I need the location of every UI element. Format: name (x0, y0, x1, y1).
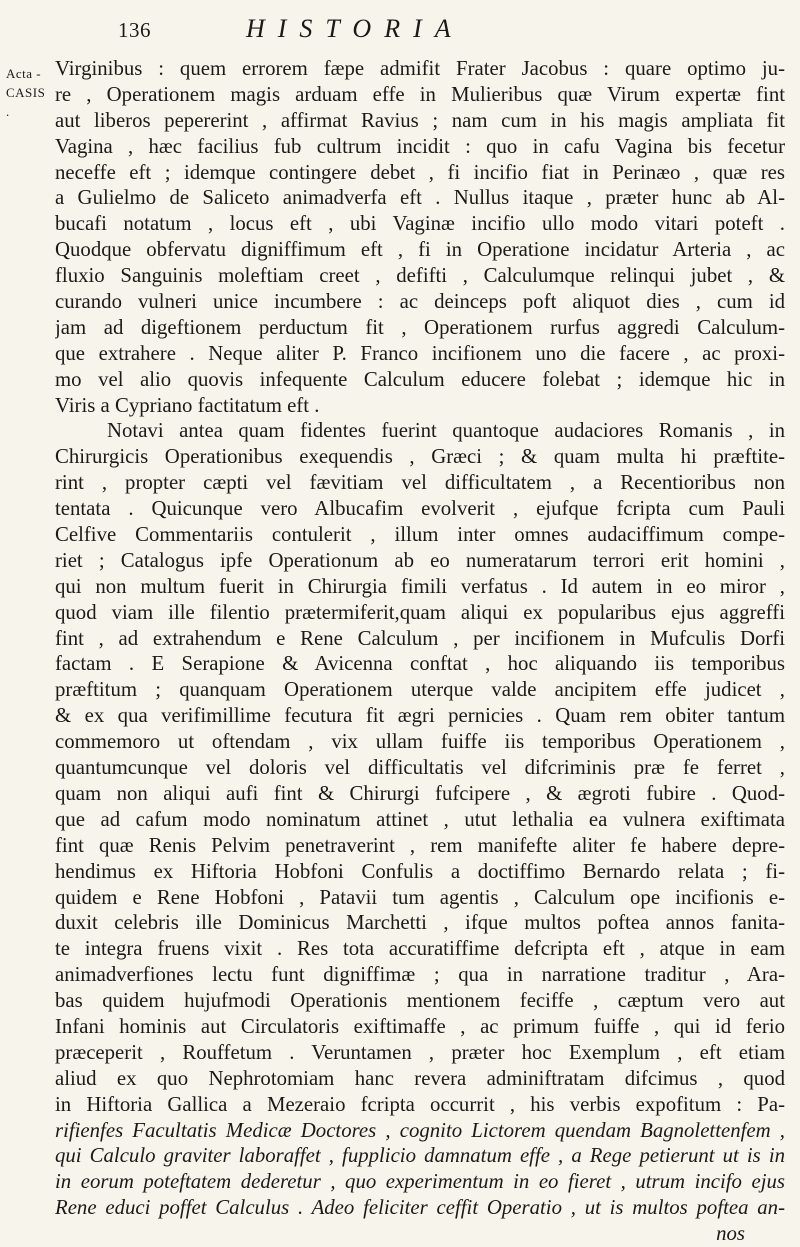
text-line-italic: nos (716, 1222, 745, 1246)
text-line: bas quidem hujufmodi Operationis mentionem feciffe , cæptum vero aut (55, 989, 785, 1013)
text-line: re , Operationem magis arduam effe in Mulieribus quæ Virum expertæ fint (55, 82, 785, 106)
text-line-italic: Rene educi poffet Calculus . Adeo feliciter ceffit Operatio , ut is multos poftea an- (55, 1196, 785, 1220)
text-line: aliud ex quo Nephrotomiam hanc revera adminiftratam difcimus , quod (55, 1066, 785, 1090)
text-line: quantumcunque vel doloris vel difficultatis vel difcriminis præ fe ferret , (55, 756, 785, 780)
text-line: quam non aliqui aufi fint & Chirurgi fufcipere , & ægroti fubire . Quod- (55, 781, 785, 805)
margin-note (6, 64, 46, 121)
text-line: factam . E Serapione & Avicenna conftat , hoc aliquando iis temporibus (55, 652, 785, 676)
text-line: jam ad digeftionem perductum fit , Operationem rurfus aggredi Calculum- (55, 315, 785, 339)
text-line: in Hiftoria Gallica a Mezeraio fcripta occurrit , his verbis expofitum : Pa- (55, 1092, 785, 1116)
text-line: neceffe eft ; idemque contingere debet , fi incifio fiat in Perinæo , quæ res (55, 160, 785, 184)
text-line: qui non multum fuerit in Chirurgia fimili verfatus . Id autem in eo miror , (55, 574, 785, 598)
text-line: Viris a Cypriano factitatum eft . (55, 393, 320, 417)
text-line: mo vel alio quovis infequente Calculum educere folebat ; idemque hic in (55, 367, 785, 391)
text-line: te integra fruens vixit . Res tota accuratiffime defcripta eft , atque in eam (55, 937, 785, 961)
text-line: rint , propter cæpti vel fævitiam vel difficultatem , a Recentioribus non (55, 471, 785, 495)
text-line: tentata . Quicunque vero Albucafim evolverit , ejufque fcripta cum Pauli (55, 497, 785, 521)
text-line: animadverfiones lectu funt digniffimæ ; qua in narratione traditur , Ara- (55, 963, 785, 987)
text-line: fint , ad extrahendum e Rene Calculum , per incifionem in Mufculis Dorfi (55, 626, 785, 650)
text-line: duxit celebris ille Dominicus Marchetti , ifque multos poftea annos fanita- (55, 911, 785, 935)
text-line: que ad cafum modo nominatum attinet , utut lethalia ea vulnera exiftimata (55, 807, 785, 831)
text-line: fluxio Sanguinis moleftiam creet , defifti , Calculumque relinqui jubet , & (55, 264, 785, 288)
text-line: quidem e Rene Hobfoni , Patavii tum agentis , Calculum ope incifionis e- (55, 885, 785, 909)
text-line: curando vulneri unice incumbere : ac deinceps poft aliquot dies , cum id (55, 290, 785, 314)
page-header (0, 14, 800, 50)
text-line: Vagina , hæc facilius fub cultrum incidit : quo in cafu Vagina bis fecetur (55, 134, 785, 158)
text-line-italic: in eorum poteftatem dederetur , quo experimentum in eo fieret , utrum incifo ejus (55, 1170, 785, 1194)
running-title: HISTORIA (246, 14, 464, 43)
text-line: riet ; Catalogus ipfe Operationum ab eo numeratarum terrori erit homini , (55, 548, 785, 572)
text-line: Chirurgicis Operationibus exequendis , Græci ; & quam multa hi præftite- (55, 445, 785, 469)
text-line: Notavi antea quam fidentes fuerint quantoque audaciores Romanis , in (107, 419, 785, 443)
text-line: hendimus ex Hiftoria Hobfoni Confulis a doctiffimo Bernardo relata ; fi- (55, 859, 785, 883)
margin-note-line: CASIS . (6, 85, 46, 119)
text-line: a Gulielmo de Saliceto animadverfa eft . Nullus itaque , præter hunc ab Al- (55, 186, 785, 210)
text-line: commemoro ut oftendam , vix ullam fuiffe iis temporibus Operationem , (55, 730, 785, 754)
text-line: Virginibus : quem errorem fæpe admifit Frater Jacobus : quare optimo ju- (55, 57, 785, 80)
text-line: fint quæ Renis Pelvim penetraverint , rem manifefte aliter fe habere depre- (55, 833, 785, 857)
text-line-italic: rifienfes Facultatis Medicæ Doctores , cognito Lictorem quendam Bagnolettenfem , (55, 1118, 785, 1142)
text-line: que extrahere . Neque aliter P. Franco incifionem uno die facere , ac proxi- (55, 341, 785, 365)
text-line: præftitum ; quanquam Operationem uterque valde ancipitem effe judicet , (55, 678, 785, 702)
page-number: 136 (118, 18, 151, 42)
margin-note-line: Acta - (6, 66, 42, 81)
text-line: quod viam ille filentio prætermiferit,quam aliqui ex popularibus ejus aggreffi (55, 600, 785, 624)
text-line: Infani hominis aut Circulatoris exiftimaffe , ac primum fuiffe , qui id ferio (55, 1014, 785, 1038)
text-line: præceperit , Rouffetum . Veruntamen , præter hoc Exemplum , eft etiam (55, 1040, 785, 1064)
text-line: Celfive Commentariis contulerit , illum inter omnes audaciffimum compe- (55, 523, 785, 547)
text-line: Quodque obfervatu digniffimum eft , fi in Operatione incidatur Arteria , ac (55, 238, 785, 262)
text-line: & ex qua verifimillime fecutura fit ægri pernicies . Quam rem obiter tantum (55, 704, 785, 728)
text-line-italic: qui Calculo graviter laboraffet , fupplicio damnatum effe , a Rege petierunt ut is in (55, 1144, 785, 1168)
text-line: aut liberos pepererint , affirmat Ravius ; nam cum in his magis ampliata fit (55, 108, 785, 132)
text-line: bucafi notatum , locus eft , ubi Vaginæ incifio ullo modo vitari poteft . (55, 212, 785, 236)
body-text (55, 56, 785, 1247)
